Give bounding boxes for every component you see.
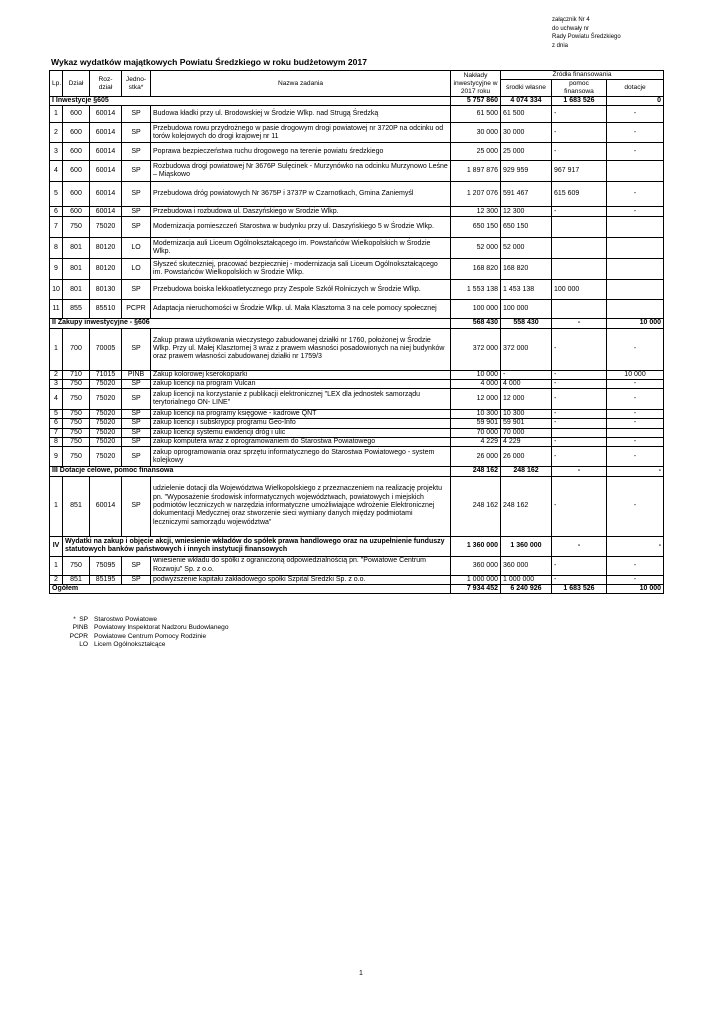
cell-pomoc: [552, 217, 607, 238]
cell-nazwa: zakup komputera wraz z oprogramowaniem do Starostwa Powiatowego: [151, 438, 451, 447]
cell-rozdzial: 80130: [90, 280, 122, 300]
cell-dotacje: -: [607, 556, 664, 575]
cell-rozdzial: 60014: [90, 123, 122, 143]
cell-dotacje: -: [607, 438, 664, 447]
document-title: Wykaz wydatków majątkowych Powiatu Średzkiego w roku budżetowym 2017: [51, 57, 367, 67]
legend-item: [58, 641, 229, 649]
cell-nazwa: Zakup prawa użytkowania wieczystego zabudowanej działki nr 1760, położonej w Środzie Wlkp. Przy ul. Małej Klasztornej 3 wraz z prawem własności posadowionych na niej budynków oraz prawem własności zabudowanej działki nr 1759/3: [151, 328, 451, 370]
table-row: [50, 161, 664, 182]
cell-rozdzial: 75020: [90, 389, 122, 410]
section-number: IV: [50, 536, 63, 556]
cell-dotacje: -: [607, 106, 664, 123]
cell-pomoc: -: [552, 419, 607, 428]
table-row: [50, 410, 664, 419]
table-header: [50, 71, 664, 97]
cell-jednostka: PINB: [122, 370, 151, 379]
cell-pomoc: -: [552, 476, 607, 536]
cell-naklady: 1 360 000: [451, 536, 501, 556]
cell-srodki: 59 901: [501, 419, 552, 428]
table-row: [50, 556, 664, 575]
header-nazwa: Nazwa zadania: [151, 71, 451, 97]
cell-jednostka: LO: [122, 259, 151, 280]
cell-dzial: 851: [63, 575, 90, 584]
cell-dotacje: [607, 238, 664, 259]
cell-dzial: 750: [63, 556, 90, 575]
cell-naklady: 100 000: [451, 300, 501, 319]
total-row: [50, 584, 664, 593]
cell-dotacje: -: [607, 467, 664, 476]
cell-jednostka: PCPR: [122, 300, 151, 319]
header-jednostka: Jedno-stka*: [122, 71, 151, 97]
cell-rozdzial: 85195: [90, 575, 122, 584]
cell-dotacje: -: [607, 447, 664, 467]
cell-lp: 2: [50, 123, 63, 143]
cell-rozdzial: 75020: [90, 379, 122, 388]
cell-rozdzial: 80120: [90, 259, 122, 280]
cell-jednostka: SP: [122, 428, 151, 437]
cell-naklady: 360 000: [451, 556, 501, 575]
section-row: [50, 319, 664, 328]
cell-rozdzial: 60014: [90, 106, 122, 123]
cell-srodki: 1 000 000: [501, 575, 552, 584]
cell-nazwa: Przebudowa dróg powiatowych Nr 3675P i 3737P w Czarnotkach, Gmina Zaniemyśl: [151, 182, 451, 207]
cell-dotacje: [607, 300, 664, 319]
table-row: [50, 419, 664, 428]
cell-dzial: 600: [63, 143, 90, 161]
cell-pomoc: 1 683 526: [552, 97, 607, 106]
cell-jednostka: SP: [122, 447, 151, 467]
cell-dotacje: [607, 161, 664, 182]
page-number: 1: [359, 970, 363, 977]
cell-rozdzial: 75095: [90, 556, 122, 575]
cell-nazwa: Przebudowa rowu przydrożnego w pasie drogowym drogi powiatowej nr 3720P na odcinku od torów kolejowych do drogi krajowej nr 11: [151, 123, 451, 143]
cell-jednostka: SP: [122, 207, 151, 217]
cell-pomoc: 615 609: [552, 182, 607, 207]
cell-naklady: 12 300: [451, 207, 501, 217]
cell-naklady: 61 500: [451, 106, 501, 123]
section-row: [50, 536, 664, 556]
cell-dzial: 750: [63, 410, 90, 419]
cell-pomoc: -: [552, 447, 607, 467]
cell-rozdzial: 60014: [90, 476, 122, 536]
table-row: [50, 438, 664, 447]
cell-dotacje: -: [607, 123, 664, 143]
cell-nazwa: udzielenie dotacji dla Województwa Wielkopolskiego z przeznaczeniem na realizację projektu pn. "Wyposażenie środowisk informatycznych województwach, powiatowych i miejskich podmiotów leczniczych w narzędzia informatyczne umożliwiające wdrożenie Elektronicznej dokumentacji Medycznej oraz stworzenie sieci wymiany danych między podmiotami leczniczymi samorządu województwa": [151, 476, 451, 536]
cell-srodki: 650 150: [501, 217, 552, 238]
cell-naklady: 52 000: [451, 238, 501, 259]
header-rozdzial: Roz-dział: [90, 71, 122, 97]
cell-rozdzial: 60014: [90, 143, 122, 161]
cell-rozdzial: 85510: [90, 300, 122, 319]
cell-dotacje: -: [607, 328, 664, 370]
header-dzial: Dział: [63, 71, 90, 97]
cell-jednostka: SP: [122, 575, 151, 584]
cell-srodki: 591 467: [501, 182, 552, 207]
cell-pomoc: -: [552, 438, 607, 447]
expenditure-table: [49, 70, 664, 594]
cell-nazwa: wniesienie wkładu do spółki z ograniczoną odpowiedzialnością pn. "Powiatowe Centrum Rozwoju" Sp. z o.o.: [151, 556, 451, 575]
cell-srodki: 12 300: [501, 207, 552, 217]
section-label: Wydatki na zakup i objęcie akcji, wniesienie wkładów do spółek prawa handlowego oraz na uzupełnienie funduszy statutowych banków państwowych i innych instytucji finansowych: [63, 536, 451, 556]
annex-note: [552, 16, 621, 50]
table-row: [50, 447, 664, 467]
table-row: [50, 476, 664, 536]
table-row: [50, 238, 664, 259]
cell-nazwa: Słyszeć skuteczniej, pracować bezpieczniej - modernizacja sali Liceum Ogólnokształcącego im. Powstańców Wielkopolskich w Środzie Wlkp.: [151, 259, 451, 280]
cell-dotacje: [607, 428, 664, 437]
cell-lp: 6: [50, 419, 63, 428]
table-row: [50, 123, 664, 143]
cell-dotacje: -: [607, 379, 664, 388]
cell-pomoc: 1 683 526: [552, 584, 607, 593]
cell-srodki: 6 240 926: [501, 584, 552, 593]
cell-pomoc: [552, 300, 607, 319]
cell-lp: 6: [50, 207, 63, 217]
cell-rozdzial: 75020: [90, 447, 122, 467]
table-row: [50, 428, 664, 437]
cell-pomoc: 100 000: [552, 280, 607, 300]
annex-line: załącznik Nr 4: [552, 17, 590, 23]
cell-dzial: 700: [63, 328, 90, 370]
cell-srodki: 10 300: [501, 410, 552, 419]
table-row: [50, 207, 664, 217]
legend-text: Starostwo Powiatowe: [94, 616, 158, 623]
header-pomoc: pomoc finansowa: [552, 80, 607, 97]
header-dotacje: dotacje: [607, 80, 664, 97]
cell-pomoc: -: [552, 123, 607, 143]
table-row: [50, 389, 664, 410]
annex-line: do uchwały nr: [552, 25, 590, 32]
section-row: [50, 97, 664, 106]
cell-dotacje: 10 000: [607, 584, 664, 593]
cell-pomoc: -: [552, 328, 607, 370]
table-row: [50, 370, 664, 379]
table-row: [50, 328, 664, 370]
cell-naklady: 5 757 860: [451, 97, 501, 106]
cell-srodki: 12 000: [501, 389, 552, 410]
cell-rozdzial: 75020: [90, 410, 122, 419]
cell-dzial: 855: [63, 300, 90, 319]
cell-dotacje: -: [607, 419, 664, 428]
table-row: [50, 259, 664, 280]
cell-jednostka: SP: [122, 106, 151, 123]
cell-lp: 1: [50, 328, 63, 370]
cell-naklady: 12 000: [451, 389, 501, 410]
cell-jednostka: SP: [122, 438, 151, 447]
cell-srodki: 372 000: [501, 328, 552, 370]
total-label: Ogółem: [50, 584, 451, 593]
cell-naklady: 372 000: [451, 328, 501, 370]
cell-dotacje: [607, 217, 664, 238]
cell-dzial: 750: [63, 428, 90, 437]
header-lp: Lp.: [50, 71, 63, 97]
cell-rozdzial: 75020: [90, 217, 122, 238]
cell-naklady: 1 897 876: [451, 161, 501, 182]
cell-jednostka: SP: [122, 182, 151, 207]
cell-dotacje: [607, 280, 664, 300]
cell-rozdzial: 75020: [90, 438, 122, 447]
cell-lp: 7: [50, 217, 63, 238]
cell-pomoc: -: [552, 556, 607, 575]
section-row: [50, 467, 664, 476]
cell-rozdzial: 60014: [90, 161, 122, 182]
cell-jednostka: SP: [122, 280, 151, 300]
cell-dotacje: [607, 259, 664, 280]
cell-nazwa: Adaptacja nieruchomości w Środzie Wlkp. ul. Mała Klasztorna 3 na cele pomocy społecznej: [151, 300, 451, 319]
cell-pomoc: -: [552, 467, 607, 476]
cell-naklady: 1 000 000: [451, 575, 501, 584]
cell-pomoc: [552, 428, 607, 437]
cell-naklady: 30 000: [451, 123, 501, 143]
cell-pomoc: -: [552, 575, 607, 584]
cell-dotacje: -: [607, 575, 664, 584]
cell-srodki: 25 000: [501, 143, 552, 161]
cell-nazwa: Modernizacja pomieszczeń Starostwa w budynku przy ul. Daszyńskiego 5 w Środzie Wlkp.: [151, 217, 451, 238]
cell-nazwa: zakup licencji i subskrypcji programu Geo-Info: [151, 419, 451, 428]
table-body: [50, 97, 664, 594]
cell-dotacje: -: [607, 207, 664, 217]
cell-pomoc: -: [552, 536, 607, 556]
cell-lp: 8: [50, 238, 63, 259]
cell-pomoc: -: [552, 143, 607, 161]
cell-pomoc: -: [552, 106, 607, 123]
cell-pomoc: -: [552, 379, 607, 388]
table-row: [50, 300, 664, 319]
legend-text: Powiatowy Inspektorat Nadzoru Budowlanego: [94, 624, 229, 632]
cell-srodki: 360 000: [501, 556, 552, 575]
legend-abbr: PINB: [72, 624, 88, 632]
cell-jednostka: SP: [122, 476, 151, 536]
cell-nazwa: Modernizacja auli Liceum Ogólnokształcącego im. Powstańców Wielkopolskich w Środzie Wlkp.: [151, 238, 451, 259]
cell-jednostka: SP: [122, 410, 151, 419]
cell-lp: 9: [50, 447, 63, 467]
cell-pomoc: -: [552, 410, 607, 419]
legend-text: Powiatowe Centrum Pomocy Rodzinie: [94, 632, 207, 640]
cell-srodki: 4 229: [501, 438, 552, 447]
cell-pomoc: 967 917: [552, 161, 607, 182]
cell-lp: 7: [50, 428, 63, 437]
cell-srodki: 929 959: [501, 161, 552, 182]
cell-dzial: 600: [63, 106, 90, 123]
header-zrodla: Źródła finansowania: [501, 71, 664, 80]
cell-naklady: 4 229: [451, 438, 501, 447]
cell-dotacje: -: [607, 389, 664, 410]
cell-lp: 11: [50, 300, 63, 319]
cell-dzial: 710: [63, 370, 90, 379]
cell-dotacje: -: [607, 410, 664, 419]
cell-nazwa: zakup oprogramowania oraz sprzętu informatycznego do Starostwa Powiatowego - system kolejkowy: [151, 447, 451, 467]
cell-lp: 1: [50, 556, 63, 575]
cell-naklady: 4 000: [451, 379, 501, 388]
annex-line: z dnia: [552, 42, 569, 49]
cell-nazwa: podwyższenie kapitału zakładowego spółki Szpital Średzki Sp. z o.o.: [151, 575, 451, 584]
cell-rozdzial: 75020: [90, 428, 122, 437]
cell-naklady: 248 162: [451, 467, 501, 476]
cell-dzial: 600: [63, 182, 90, 207]
cell-dzial: 750: [63, 389, 90, 410]
cell-nazwa: zakup licencji na korzystanie z publikacji elektronicznej "LEX dla jednostek samorządu terytorialnego ON- LINE": [151, 389, 451, 410]
table-row: [50, 217, 664, 238]
legend: [58, 616, 229, 649]
annex-line: Rady Powiatu Średzkiego: [552, 34, 621, 41]
legend-item: [58, 633, 229, 641]
cell-naklady: 568 430: [451, 319, 501, 328]
cell-srodki: 26 000: [501, 447, 552, 467]
cell-rozdzial: 80120: [90, 238, 122, 259]
cell-jednostka: LO: [122, 238, 151, 259]
cell-jednostka: SP: [122, 419, 151, 428]
table-row: [50, 143, 664, 161]
table-row: [50, 182, 664, 207]
table-row: [50, 106, 664, 123]
cell-srodki: 4 000: [501, 379, 552, 388]
cell-dzial: 750: [63, 447, 90, 467]
cell-jednostka: SP: [122, 379, 151, 388]
cell-dotacje: -: [607, 476, 664, 536]
cell-jednostka: SP: [122, 123, 151, 143]
cell-lp: 2: [50, 575, 63, 584]
cell-lp: 2: [50, 370, 63, 379]
cell-jednostka: SP: [122, 161, 151, 182]
cell-dotacje: 0: [607, 97, 664, 106]
cell-lp: 5: [50, 410, 63, 419]
cell-lp: 1: [50, 106, 63, 123]
cell-lp: 3: [50, 143, 63, 161]
cell-lp: 10: [50, 280, 63, 300]
cell-naklady: 10 000: [451, 370, 501, 379]
legend-abbr: PCPR: [69, 632, 88, 640]
cell-lp: 3: [50, 379, 63, 388]
cell-nazwa: Zakup kolorowej kserokopiarki: [151, 370, 451, 379]
cell-dzial: 600: [63, 123, 90, 143]
cell-dotacje: 10 000: [607, 370, 664, 379]
cell-jednostka: SP: [122, 556, 151, 575]
cell-srodki: 30 000: [501, 123, 552, 143]
legend-item: * SP Starostwo Powiatowe: [73, 616, 158, 623]
cell-dotacje: -: [607, 536, 664, 556]
cell-dotacje: -: [607, 182, 664, 207]
cell-srodki: 248 162: [501, 467, 552, 476]
cell-naklady: 1 553 138: [451, 280, 501, 300]
cell-dotacje: 10 000: [607, 319, 664, 328]
cell-nazwa: Budowa kładki przy ul. Brodowskiej w Środzie Wlkp. nad Strugą Średzką: [151, 106, 451, 123]
cell-srodki: 4 074 334: [501, 97, 552, 106]
legend-item: [58, 624, 229, 632]
cell-dzial: 600: [63, 161, 90, 182]
cell-dzial: 750: [63, 419, 90, 428]
cell-srodki: 1 453 138: [501, 280, 552, 300]
cell-naklady: 10 300: [451, 410, 501, 419]
cell-lp: 1: [50, 476, 63, 536]
section-label: I Inwestycje §605: [50, 97, 451, 106]
cell-naklady: 70 000: [451, 428, 501, 437]
cell-nazwa: Przebudowa boiska lekkoatletycznego przy Zespole Szkół Rolniczych w Środzie Wlkp.: [151, 280, 451, 300]
cell-srodki: -: [501, 370, 552, 379]
cell-naklady: 7 934 452: [451, 584, 501, 593]
cell-rozdzial: 75020: [90, 419, 122, 428]
cell-nazwa: zakup licencji na programy księgowe - kadrowe QNT: [151, 410, 451, 419]
legend-text: Licem Ogólnokształcące: [94, 640, 166, 648]
cell-nazwa: Przebudowa i rozbudowa ul. Daszyńskiego w Środzie Wlkp.: [151, 207, 451, 217]
cell-nazwa: zakup licencji systemu ewidencji dróg i ulic: [151, 428, 451, 437]
cell-dzial: 801: [63, 280, 90, 300]
cell-srodki: 61 500: [501, 106, 552, 123]
cell-nazwa: Poprawa bezpieczeństwa ruchu drogowego na terenie powiatu średzkiego: [151, 143, 451, 161]
cell-pomoc: -: [552, 207, 607, 217]
legend-abbr: SP: [79, 616, 88, 623]
cell-naklady: 59 901: [451, 419, 501, 428]
table-row: [50, 575, 664, 584]
cell-naklady: 1 207 076: [451, 182, 501, 207]
cell-naklady: 25 000: [451, 143, 501, 161]
cell-pomoc: -: [552, 389, 607, 410]
cell-srodki: 100 000: [501, 300, 552, 319]
legend-abbr: LO: [79, 640, 88, 648]
cell-dzial: 801: [63, 259, 90, 280]
cell-dzial: 750: [63, 379, 90, 388]
cell-dzial: 600: [63, 207, 90, 217]
cell-dzial: 851: [63, 476, 90, 536]
cell-rozdzial: 60014: [90, 207, 122, 217]
cell-lp: 9: [50, 259, 63, 280]
cell-srodki: 70 000: [501, 428, 552, 437]
cell-naklady: 650 150: [451, 217, 501, 238]
cell-lp: 8: [50, 438, 63, 447]
cell-pomoc: -: [552, 319, 607, 328]
cell-srodki: 248 162: [501, 476, 552, 536]
cell-rozdzial: 60014: [90, 182, 122, 207]
cell-pomoc: [552, 238, 607, 259]
table-row: [50, 280, 664, 300]
cell-jednostka: SP: [122, 217, 151, 238]
cell-dotacje: -: [607, 143, 664, 161]
cell-lp: 5: [50, 182, 63, 207]
cell-srodki: 168 820: [501, 259, 552, 280]
cell-rozdzial: 70005: [90, 328, 122, 370]
table-row: [50, 379, 664, 388]
cell-pomoc: -: [552, 370, 607, 379]
header-naklady: Nakłady inwestycyjne w 2017 roku: [451, 71, 501, 97]
section-label: II Zakupy inwestycyjne - §606: [50, 319, 451, 328]
cell-rozdzial: 71015: [90, 370, 122, 379]
cell-dzial: 801: [63, 238, 90, 259]
cell-nazwa: zakup licencji na program Vulcan: [151, 379, 451, 388]
cell-jednostka: SP: [122, 389, 151, 410]
cell-nazwa: Rozbudowa drogi powiatowej Nr 3676P Sulęcinek - Murzynówko na odcinku Murzynowo Leśne – Miąskowo: [151, 161, 451, 182]
cell-lp: 4: [50, 389, 63, 410]
cell-dzial: 750: [63, 217, 90, 238]
cell-srodki: 52 000: [501, 238, 552, 259]
cell-naklady: 168 820: [451, 259, 501, 280]
cell-pomoc: [552, 259, 607, 280]
header-srodki: środki własne: [501, 80, 552, 97]
cell-jednostka: SP: [122, 143, 151, 161]
cell-dzial: 750: [63, 438, 90, 447]
cell-jednostka: SP: [122, 328, 151, 370]
cell-srodki: 1 360 000: [501, 536, 552, 556]
cell-lp: 4: [50, 161, 63, 182]
cell-naklady: 26 000: [451, 447, 501, 467]
cell-naklady: 248 162: [451, 476, 501, 536]
section-label: III Dotacje celowe, pomoc finansowa: [50, 467, 451, 476]
cell-srodki: 558 430: [501, 319, 552, 328]
